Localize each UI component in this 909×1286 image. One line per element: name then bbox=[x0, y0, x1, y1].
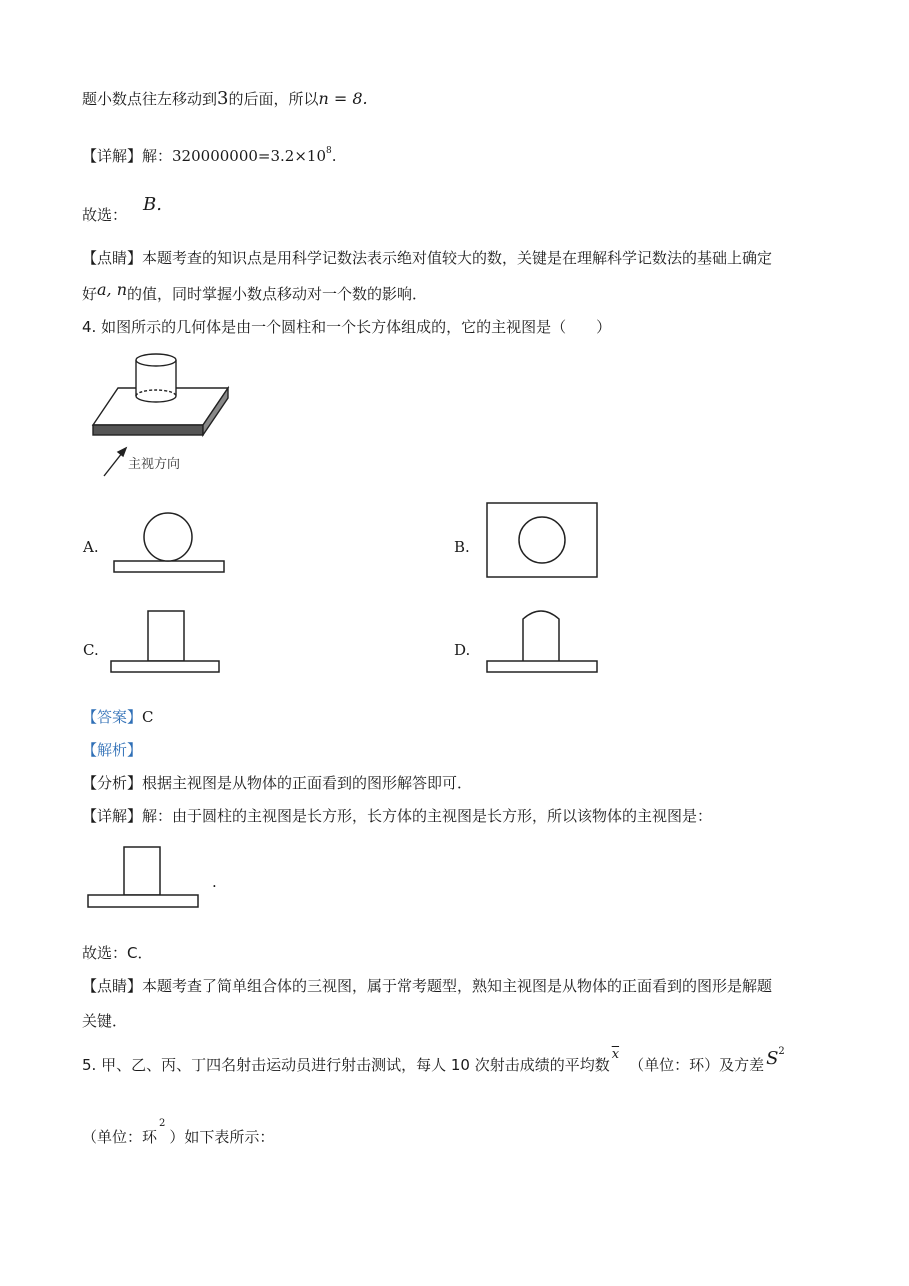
geometry-3d-figure bbox=[88, 350, 248, 480]
math-expression: n = 8. bbox=[318, 89, 368, 108]
x-bar-symbol: $\overline{x}$ bbox=[611, 1047, 620, 1062]
analysis-heading: 【解析】 bbox=[82, 741, 143, 759]
text-segment: 题小数点往左移动到 bbox=[82, 90, 218, 108]
option-a-slab bbox=[114, 561, 224, 572]
question-text: ）如下表所示： bbox=[169, 1128, 275, 1146]
comment-label: 【点睛】 bbox=[82, 977, 143, 995]
answer-label: 【答案】 bbox=[82, 708, 143, 726]
option-d-slab bbox=[487, 661, 597, 672]
question-5-line-2 bbox=[82, 1118, 275, 1147]
comment-text: 本题考查的知识点是用科学记数法表示绝对值较大的数，关键是在理解科学记数法的基础上确定 bbox=[142, 249, 773, 267]
cylinder-top bbox=[136, 354, 176, 366]
detail-label: 【详解】 bbox=[82, 807, 143, 825]
option-d-cylinder-view bbox=[523, 611, 559, 661]
comment-text: 好 bbox=[82, 285, 98, 303]
comment2-line-2: 关键． bbox=[82, 1012, 128, 1030]
option-c-label: C. bbox=[83, 641, 99, 659]
text-line-1 bbox=[82, 88, 368, 109]
choose-line-2: 故选：C． bbox=[82, 944, 153, 962]
option-c-figure bbox=[108, 605, 238, 685]
option-a-figure bbox=[105, 505, 245, 585]
option-b-label: B. bbox=[454, 538, 470, 556]
option-b-figure bbox=[484, 500, 614, 590]
comment-label: 【点睛】 bbox=[82, 249, 143, 267]
view-arrow-head bbox=[118, 448, 126, 456]
s-exponent: 2 bbox=[778, 1046, 785, 1057]
unit-exponent: 2 bbox=[159, 1118, 166, 1129]
slab-front bbox=[93, 425, 203, 435]
option-d-label: D. bbox=[454, 641, 471, 659]
comment2-line-1 bbox=[82, 975, 772, 996]
detail-text: 解：由于圆柱的主视图是长方形，长方体的主视图是长方形，所以该物体的主视图是： bbox=[142, 807, 713, 825]
analysis-text: 根据主视图是从物体的正面看到的图形解答即可． bbox=[142, 774, 473, 792]
detail-text: 解：320000000=3.2×10 bbox=[142, 147, 326, 165]
detail-line-2 bbox=[82, 805, 712, 826]
analysis-line bbox=[82, 772, 472, 793]
s-symbol: S bbox=[766, 1048, 779, 1069]
answer-figure-cylinder-view bbox=[124, 847, 160, 895]
text-segment: 的后面，所以 bbox=[228, 90, 319, 108]
option-b-circle bbox=[519, 517, 565, 563]
math-variables: a, n bbox=[97, 280, 128, 299]
answer-value: C bbox=[142, 708, 154, 726]
question-text: （单位：环）及方差 bbox=[629, 1056, 765, 1074]
choose-answer: B. bbox=[143, 194, 162, 215]
option-a-label: A. bbox=[83, 538, 99, 556]
choose-line-1 bbox=[82, 194, 162, 224]
answer-figure-period: . bbox=[212, 873, 217, 891]
detail-label: 【详解】 bbox=[82, 147, 143, 165]
question-5-line-1 bbox=[82, 1046, 785, 1075]
exponent: 8 bbox=[326, 146, 332, 156]
question-text: 4. 如图所示的几何体是由一个圆柱和一个长方体组成的，它的主视图是（ ） bbox=[82, 318, 612, 336]
answer-figure bbox=[86, 843, 216, 913]
answer-figure-slab bbox=[88, 895, 198, 907]
option-a-circle bbox=[144, 513, 192, 561]
view-direction-label: 主视方向 bbox=[128, 457, 181, 472]
question-4-stem bbox=[82, 316, 611, 337]
answer-line bbox=[82, 706, 154, 727]
comment-line-2 bbox=[82, 280, 428, 304]
detail-line-1 bbox=[82, 145, 337, 166]
comment-line-1 bbox=[82, 247, 772, 268]
option-c-cylinder-view bbox=[148, 611, 184, 661]
option-c-slab bbox=[111, 661, 219, 672]
math-number: 3 bbox=[217, 88, 229, 109]
detail-tail: . bbox=[331, 147, 337, 165]
comment-text: 本题考查了简单组合体的三视图，属于常考题型，熟知主视图是从物体的正面看到的图形是解题 bbox=[142, 977, 773, 995]
option-d-figure bbox=[484, 605, 614, 685]
comment-text: 的值，同时掌握小数点移动对一个数的影响． bbox=[127, 285, 428, 303]
question-text: （单位：环 bbox=[82, 1128, 158, 1146]
analysis-label: 【分析】 bbox=[82, 774, 143, 792]
question-text: 5. 甲、乙、丙、丁四名射击运动员进行射击测试，每人 10 次射击成绩的平均数 bbox=[82, 1056, 610, 1074]
choose-label: 故选： bbox=[82, 206, 128, 224]
